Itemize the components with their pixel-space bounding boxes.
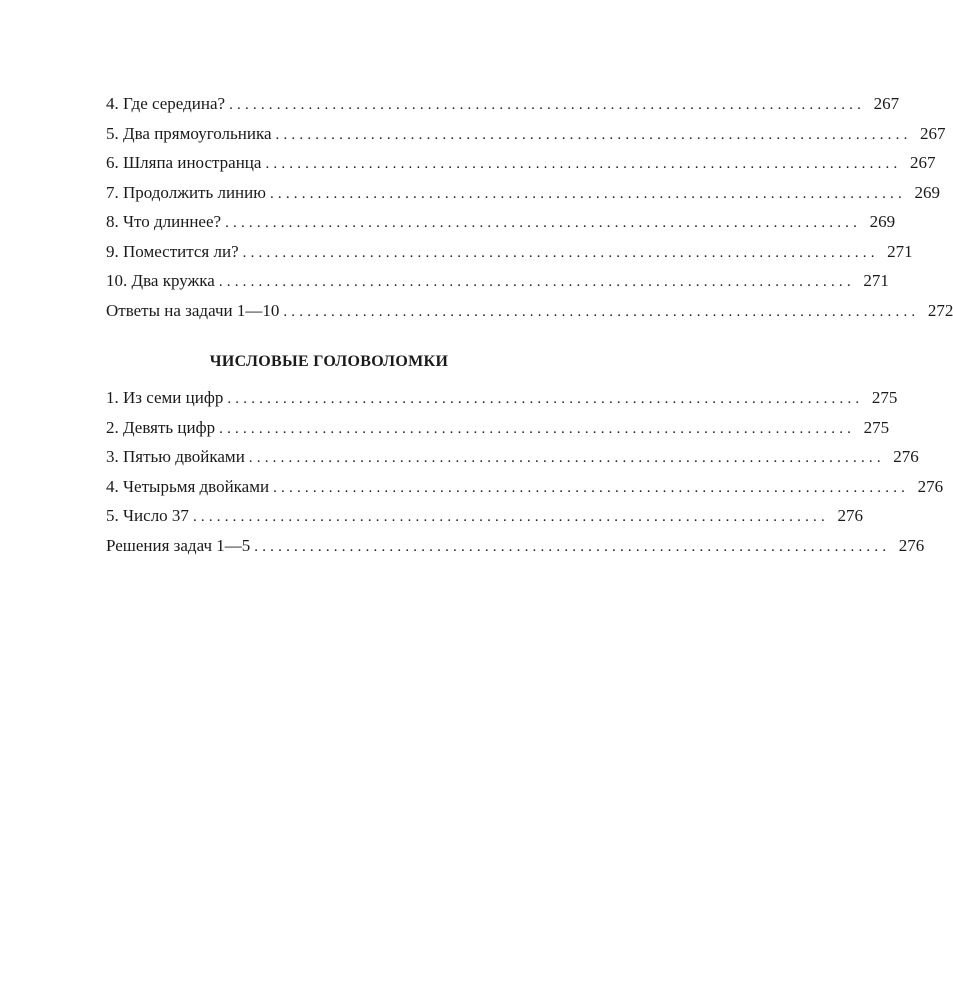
toc-entry-title: 9. Поместится ли? [106,241,239,261]
toc-entry [106,413,890,443]
dot-leader: ................................................................................ [218,274,855,290]
dot-leader: ................................................................................ [275,126,912,143]
toc-entry-page: 269 [869,212,896,231]
toc-entry-page: 276 [898,535,925,555]
toc-entry-page: 267 [873,94,900,113]
dot-leader: ................................................................................ [229,97,866,113]
toc-entry [106,383,898,413]
toc-entry [106,237,913,267]
toc-entry-title: 6. Шляпа иностранца [106,153,262,172]
toc-entry-title: Ответы на задачи 1—10 [106,300,280,320]
dot-leader: ................................................................................ [283,303,920,320]
toc-entry-page: 276 [917,476,944,496]
dot-leader: ................................................................................ [242,244,879,261]
dot-leader: ................................................................................ [265,156,902,172]
dot-leader: ................................................................................ [273,479,910,496]
section-heading: ЧИСЛОВЫЕ ГОЛОВОЛОМКИ [209,353,449,370]
dot-leader: ................................................................................ [254,538,891,555]
toc-entry-title: 4. Четырьмя двойками [106,476,270,496]
dot-leader: ................................................................................ [219,420,856,437]
dot-leader: ................................................................................ [225,215,862,231]
toc-entry [106,119,946,149]
dot-leader: ................................................................................ [227,391,864,407]
toc-entry-page: 269 [914,182,940,202]
toc-entry [106,266,889,296]
toc-list-bottom [106,383,944,560]
toc-entry-page: 272 [927,300,953,320]
dot-leader: ................................................................................ [192,509,829,525]
toc-entry [106,501,863,531]
toc-entry [106,472,944,502]
toc-entry-title: 10. Два кружка [106,271,215,290]
toc-entry-page: 271 [887,241,913,261]
toc-entry-page: 276 [837,506,863,525]
dot-leader: ................................................................................ [269,185,906,202]
toc-list-top [106,89,953,325]
toc-entry-page: 267 [909,153,936,172]
toc-entry-title: 4. Где середина? [106,94,226,113]
toc-entry-title: 8. Что длиннее? [106,212,222,231]
dot-leader: ................................................................................ [248,450,885,466]
toc-entry-page: 271 [863,271,889,290]
toc-entry [106,207,896,237]
toc-entry [106,296,953,326]
toc-entry-title: 7. Продолжить линию [106,182,266,202]
toc-entry-page: 267 [920,123,946,143]
toc-entry [106,148,936,178]
toc-entry-page: 275 [863,417,890,437]
toc-entry [106,178,940,208]
toc-entry [106,89,900,119]
toc-entry-title: 5. Число 37 [106,506,189,525]
toc-entry-title: 2. Девять цифр [106,417,216,437]
toc-entry-page: 276 [893,447,919,466]
toc-entry-title: Решения задач 1—5 [106,535,251,555]
toc-entry-page: 275 [871,388,898,407]
toc-entry [106,442,919,472]
toc-entry-title: 1. Из семи цифр [106,388,224,407]
toc-entry-title: 5. Два прямоугольника [106,123,272,143]
toc-entry [106,531,925,561]
toc-entry-title: 3. Пятью двойками [106,447,245,466]
